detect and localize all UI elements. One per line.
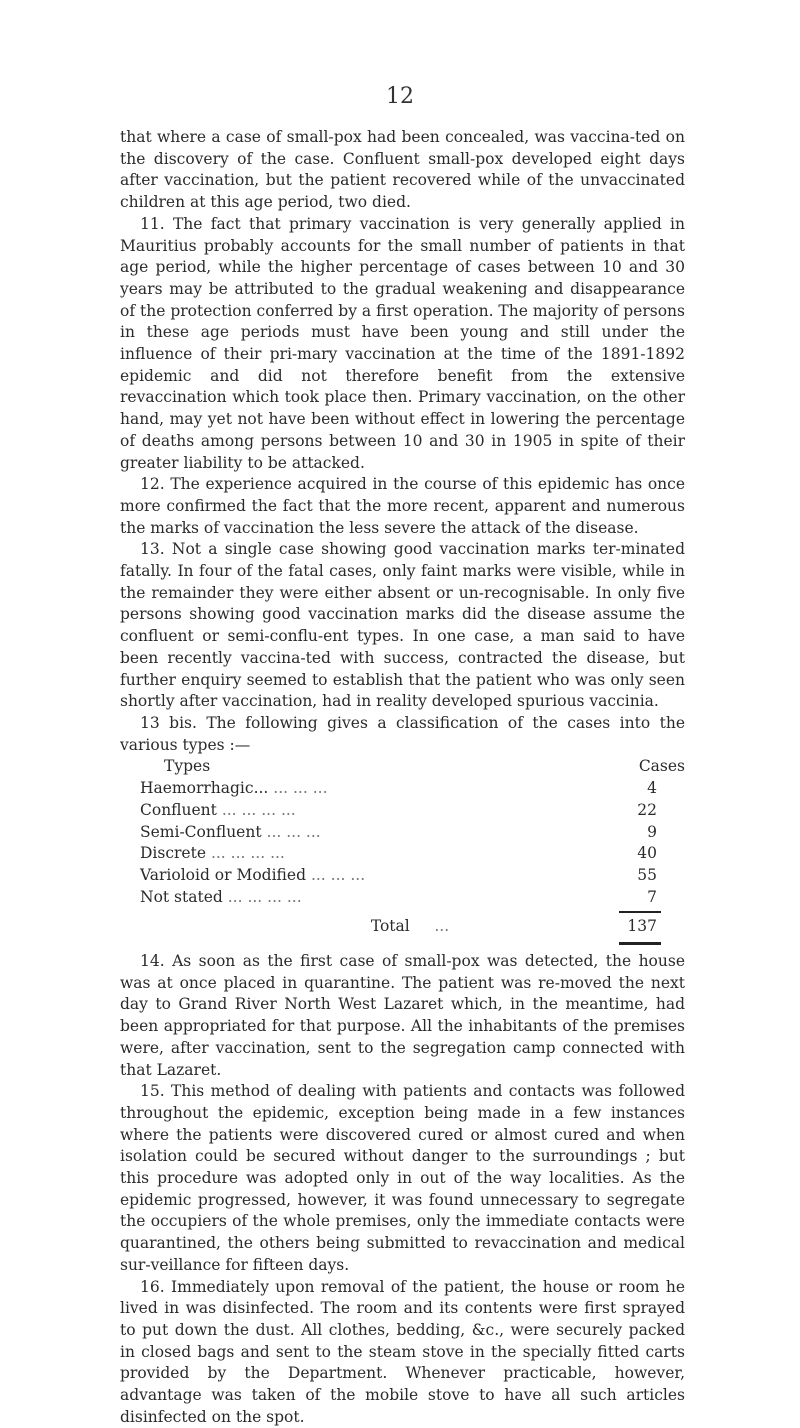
table-row — [120, 778, 685, 800]
row-type: Haemorrhagic... — [140, 779, 269, 798]
leader-dots: ... ... ... ... — [227, 887, 302, 906]
table-header — [120, 756, 685, 778]
leader-dots: ... ... ... — [273, 779, 328, 798]
leader-dots: ... — [434, 917, 450, 936]
total-row — [120, 916, 685, 938]
sum-rule — [120, 908, 685, 916]
leader-dots: ... ... ... ... — [210, 844, 285, 863]
row-type: Discrete — [140, 844, 207, 863]
row-cases: 55 — [637, 865, 657, 884]
leader-dots: ... ... ... — [266, 822, 321, 841]
table-row — [120, 843, 685, 865]
column-header-types: Types — [164, 757, 211, 776]
total-underline — [619, 942, 661, 945]
page-number: 12 — [386, 84, 414, 109]
row-cases: 9 — [647, 822, 657, 841]
leader-dots: ... ... ... — [310, 865, 366, 884]
paragraph: 15. This method of dealing with patients and contacts was followed throughout the epidemic, exception being made in a few instances where the patients were discovered cured or almost cured and when isolation could be secured without danger to the surroundings ; but this procedure was adopted only in out of the way localities. As the epidemic progressed, however, it was found unnecessary to segregate the occupiers of the whole premises, only the immediate contacts were quarantined, the others being submitted to revaccination and medical sur-veillance for fifteen days. — [120, 1082, 685, 1274]
paragraph: 13 bis. The following gives a classification of the cases into the various types :— — [120, 713, 685, 754]
paragraph: 13. Not a single case showing good vaccination marks ter-minated fatally. In four of the fatal cases, only faint marks were visible, while in the remainder they were either absent or un-recognisable. In only five persons showing good vaccination marks did the disease assume the confluent or semi-conflu-ent types. In one case, a man said to have been recently vaccina-ted with success, contracted the disease, but further enquiry seemed to establish that the patient who was only seen shortly after vaccination, had in reality developed spurious vaccinia. — [120, 540, 685, 711]
paragraph: 11. The fact that primary vaccination is very generally applied in Mauritius probably accounts for the small number of patients in that age period, while the higher percentage of cases between 10 and 30 years may be attributed to the gradual weakening and disappearance of the protection conferred by a first operation. The majority of persons in these age periods must have been young and still under the influence of their pri-mary vaccination at the time of the 1891-1892 epidemic and did not therefore benefit from the extensive revaccination which took place then. Primary vaccination, on the other hand, may yet not have been without effect in lowering the percentage of deaths among persons between 10 and 30 in 1905 in spite of their greater liability to be attacked. — [120, 214, 685, 472]
total-label: Total — [370, 917, 410, 936]
column-header-cases: Cases — [638, 757, 685, 776]
row-type: Confluent — [140, 800, 217, 819]
total-value: 137 — [627, 917, 657, 936]
classification-table — [120, 756, 685, 945]
row-cases: 40 — [637, 844, 657, 863]
row-type: Semi-Confluent — [140, 822, 262, 841]
row-cases: 4 — [647, 779, 657, 798]
table-row — [120, 800, 685, 822]
leader-dots: ... ... ... ... — [221, 800, 296, 819]
body-text — [120, 127, 685, 1428]
paragraph: 16. Immediately upon removal of the patient, the house or room he lived in was disinfected. The room and its contents were first sprayed to put down the dust. All clothes, bedding, &c., were securely packed in closed bags and sent to the steam stove in the specially fitted carts provided by the Department. Whenever practicable, however, advantage was taken of the mobile stove to have all such articles disinfected on the spot. — [120, 1277, 685, 1426]
row-cases: 22 — [637, 800, 657, 819]
table-row — [120, 822, 685, 844]
table-row — [120, 887, 685, 909]
row-type: Varioloid or Modified — [140, 865, 306, 884]
paragraph: 12. The experience acquired in the course of this epidemic has once more confirmed the fact that the more recent, apparent and numerous the marks of vaccination the less severe the attack of the disease. — [120, 475, 685, 537]
row-cases: 7 — [647, 887, 657, 906]
paragraph: 14. As soon as the first case of small-pox was detected, the house was at once placed in quarantine. The patient was re-moved the next day to Grand River North West Lazaret which, in the meantime, had been appropriated for that purpose. All the inhabitants of the premises were, after vaccination, sent to the segregation camp connected with that Lazaret. — [120, 952, 685, 1079]
paragraph: that where a case of small-pox had been concealed, was vaccina-ted on the discovery of the case. Confluent small-pox developed eight days after vaccination, but the patient recovered while of the unvaccinated children at this age period, two died. — [120, 128, 685, 212]
table-row — [120, 865, 685, 887]
row-type: Not stated — [140, 887, 223, 906]
